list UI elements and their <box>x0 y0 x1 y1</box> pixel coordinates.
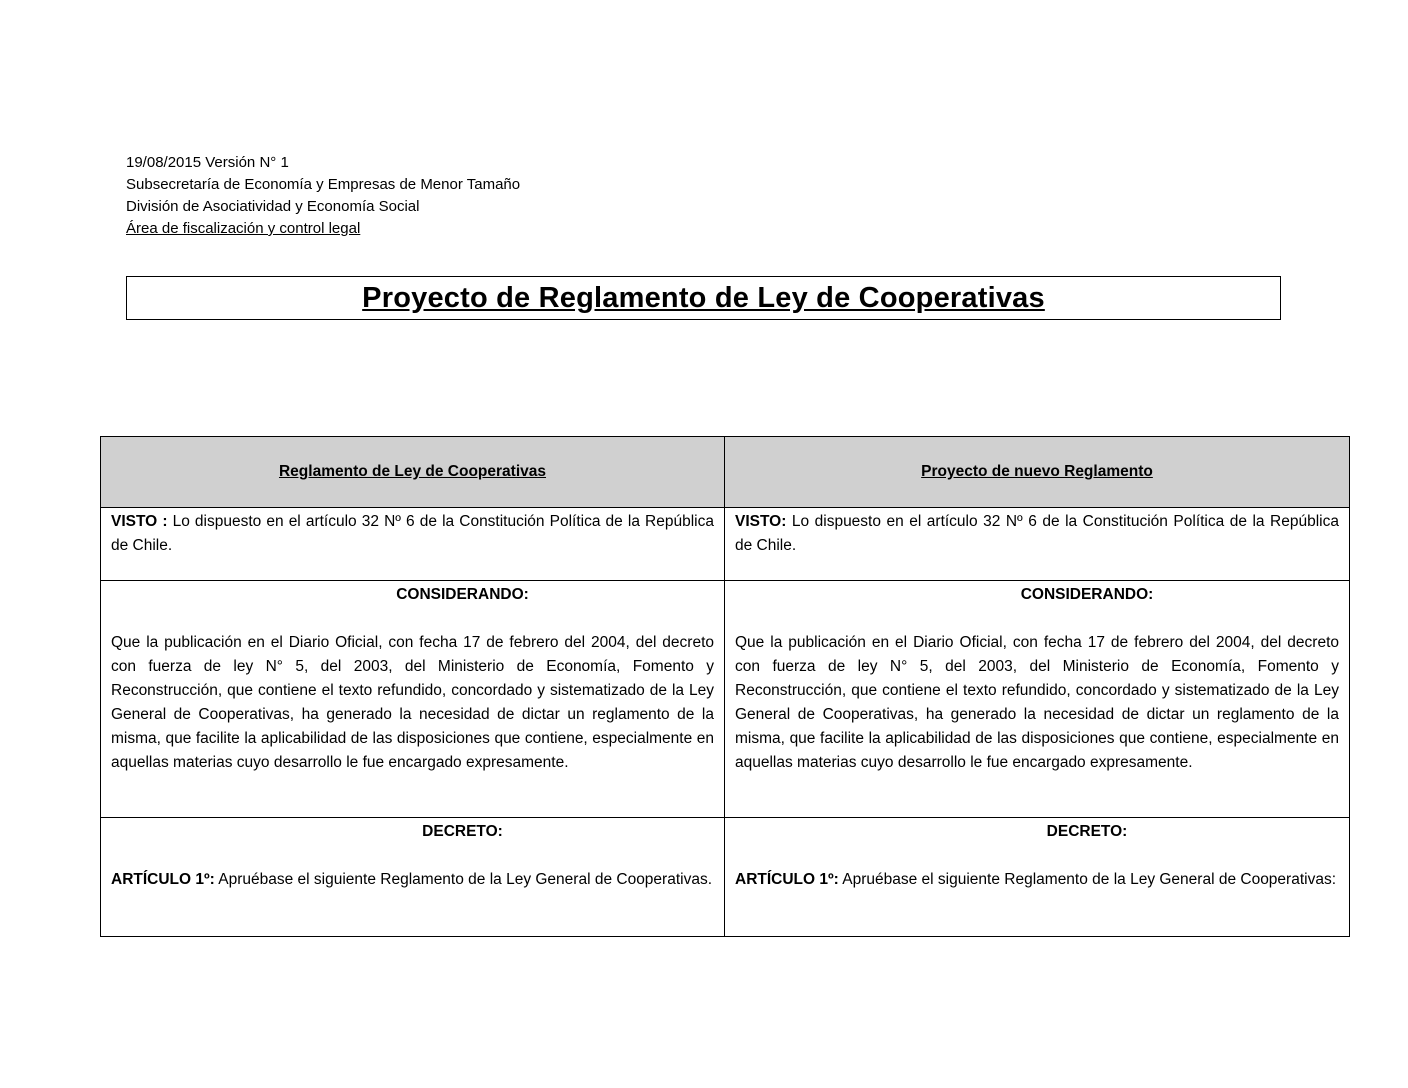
table-row-considerando <box>101 581 1350 818</box>
table-row-decreto <box>101 818 1350 937</box>
table-row-visto <box>101 508 1350 581</box>
subsecretaria-line: Subsecretaría de Economía y Empresas de Menor Tamaño <box>126 176 521 193</box>
document-title: Proyecto de Reglamento de Ley de Cooperativas <box>362 281 1045 314</box>
visto-left-text: Lo dispuesto en el artículo 32 Nº 6 de la Constitución Política de la República de Chile. <box>111 513 714 554</box>
decreto-left-label: ARTÍCULO 1º: <box>111 871 215 888</box>
visto-left-cell <box>101 508 725 581</box>
decreto-right-heading: DECRETO: <box>1046 823 1128 840</box>
document-header <box>126 152 520 240</box>
division-line: División de Asociatividad y Economía Social <box>126 198 420 215</box>
considerando-left-text: Que la publicación en el Diario Oficial, con fecha 17 de febrero del 2004, del decreto con fuerza de ley N° 5, del 2003, del Ministerio de Economía, Fomento y Reconstrucción, que contiene el texto refundido, concordado y sistematizado de la Ley General de Cooperativas, ha generado la necesidad de dictar un reglamento de la misma, que facilite la aplicabilidad de las disposiciones que contiene, especialmente en aquellas materias cuyo desarrollo le fue encargado expresamente. <box>111 634 714 771</box>
decreto-left-heading: DECRETO: <box>422 823 503 840</box>
col2-header: Proyecto de nuevo Reglamento <box>725 437 1350 508</box>
decreto-right-cell <box>725 818 1350 937</box>
title-box <box>126 276 1281 320</box>
considerando-right-text: Que la publicación en el Diario Oficial, con fecha 17 de febrero del 2004, del decreto con fuerza de ley N° 5, del 2003, del Ministerio de Economía, Fomento y Reconstrucción, que contiene el texto refundido, concordado y sistematizado de la Ley General de Cooperativas, ha generado la necesidad de dictar un reglamento de la misma, que facilite la aplicabilidad de las disposiciones que contiene, especialmente en aquellas materias cuyo desarrollo le fue encargado expresamente. <box>735 634 1339 771</box>
considerando-left-heading: CONSIDERANDO: <box>396 586 529 603</box>
considerando-right-cell <box>725 581 1350 818</box>
visto-right-text: Lo dispuesto en el artículo 32 Nº 6 de la Constitución Política de la República de Chile. <box>735 513 1339 554</box>
table-header-row <box>101 437 1350 508</box>
decreto-left-text: Apruébase el siguiente Reglamento de la Ley General de Cooperativas. <box>214 871 713 888</box>
decreto-right-label: ARTÍCULO 1º: <box>735 871 839 888</box>
considerando-right-heading: CONSIDERANDO: <box>1020 586 1154 603</box>
area-line: Área de fiscalización y control legal <box>126 220 361 237</box>
visto-right-label: VISTO: <box>735 513 787 530</box>
considerando-left-cell <box>101 581 725 818</box>
visto-right-cell <box>725 508 1350 581</box>
comparison-table <box>100 436 1350 937</box>
version-line: 19/08/2015 Versión N° 1 <box>126 154 289 171</box>
col1-header: Reglamento de Ley de Cooperativas <box>101 437 725 508</box>
visto-left-label: VISTO : <box>111 513 168 530</box>
decreto-right-text: Apruébase el siguiente Reglamento de la Ley General de Cooperativas: <box>838 871 1337 888</box>
decreto-left-cell <box>101 818 725 937</box>
